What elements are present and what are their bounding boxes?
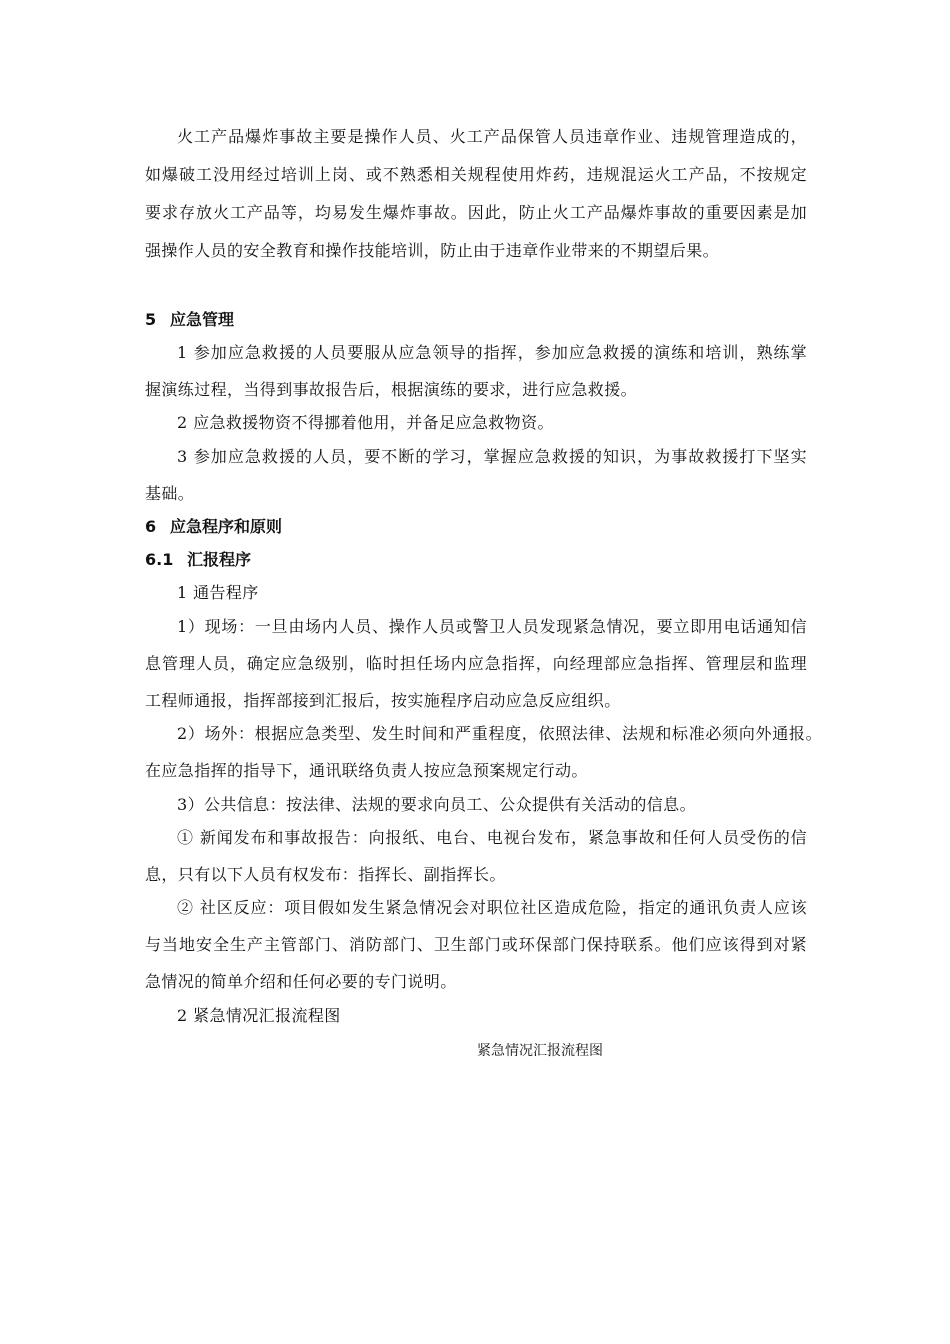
intro-line-3: 要求存放火工产品等，均易发生爆炸事故。因此，防止火工产品爆炸事故的重要因素是加 (145, 203, 807, 222)
press-line-1: ① 新闻发布和事故报告：向报纸、电台、电视台发布，紧急事故和任何人员受伤的信 (177, 828, 807, 847)
community-line-1: ② 社区反应：项目假如发生紧急情况会对职位社区造成危险，指定的通讯负责人应该 (177, 898, 807, 917)
intro-line-2: 如爆破工没用经过培训上岗、或不熟悉相关规程使用炸药，违规混运火工产品，不按规定 (145, 165, 807, 184)
section-5-number: 5 (145, 310, 157, 329)
onsite-line-2: 息管理人员，确定应急级别，临时担任场内应急指挥，向经理部应急指挥、管理层和监理 (145, 654, 807, 673)
section-6-1-title: 汇报程序 (187, 550, 252, 569)
section-5-heading (145, 310, 234, 330)
offsite-line-1: 2）场外：根据应急类型、发生时间和严重程度，依照法律、法规和标准必须向外通报。 (177, 724, 822, 743)
section-6-1-number: 6.1 (145, 550, 174, 569)
sec5-item-2: 2 应急救援物资不得挪着他用，并备足应急救物资。 (177, 413, 554, 432)
section-6-heading (145, 517, 282, 537)
section-6-title: 应急程序和原则 (170, 517, 283, 536)
sec5-item-3-line-1: 3 参加应急救援的人员，要不断的学习，掌握应急救援的知识，为事故救援打下坚实 (177, 447, 807, 466)
section-6-number: 6 (145, 517, 157, 536)
sec5-item-1-line-2: 握演练过程，当得到事故报告后，根据演练的要求，进行应急救援。 (145, 380, 638, 399)
flowchart-caption: 紧急情况汇报流程图 (477, 1043, 603, 1059)
community-line-2: 与当地安全生产主管部门、消防部门、卫生部门或环保部门保持联系。他们应该得到对紧 (145, 935, 807, 954)
sec5-item-3-line-2: 基础。 (145, 484, 195, 503)
sec5-item-1-line-1: 1 参加应急救援的人员要服从应急领导的指挥，参加应急救援的演练和培训，熟练掌 (177, 343, 807, 362)
intro-line-1: 火工产品爆炸事故主要是操作人员、火工产品保管人员违章作业、违规管理造成的， (177, 127, 807, 146)
community-line-3: 急情况的简单介绍和任何必要的专门说明。 (145, 972, 457, 991)
section-6-1-heading (145, 550, 251, 570)
intro-line-4: 强操作人员的安全教育和操作技能培训，防止由于违章作业带来的不期望后果。 (145, 241, 720, 260)
section-5-title: 应急管理 (170, 310, 235, 329)
onsite-line-3: 工程师通报，指挥部接到汇报后，按实施程序启动应急反应组织。 (145, 691, 621, 710)
onsite-line-1: 1）现场：一旦由场内人员、操作人员或警卫人员发现紧急情况，要立即用电话通知信 (177, 617, 807, 636)
public-info: 3）公共信息：按法律、法规的要求向员工、公众提供有关活动的信息。 (177, 795, 696, 814)
offsite-line-2: 在应急指挥的指导下，通讯联络负责人按应急预案规定行动。 (145, 761, 588, 780)
press-line-2: 息，只有以下人员有权发布：指挥长、副指挥长。 (145, 865, 506, 884)
flowchart-item: 2 紧急情况汇报流程图 (177, 1006, 341, 1025)
notice-procedure: 1 通告程序 (177, 583, 259, 602)
